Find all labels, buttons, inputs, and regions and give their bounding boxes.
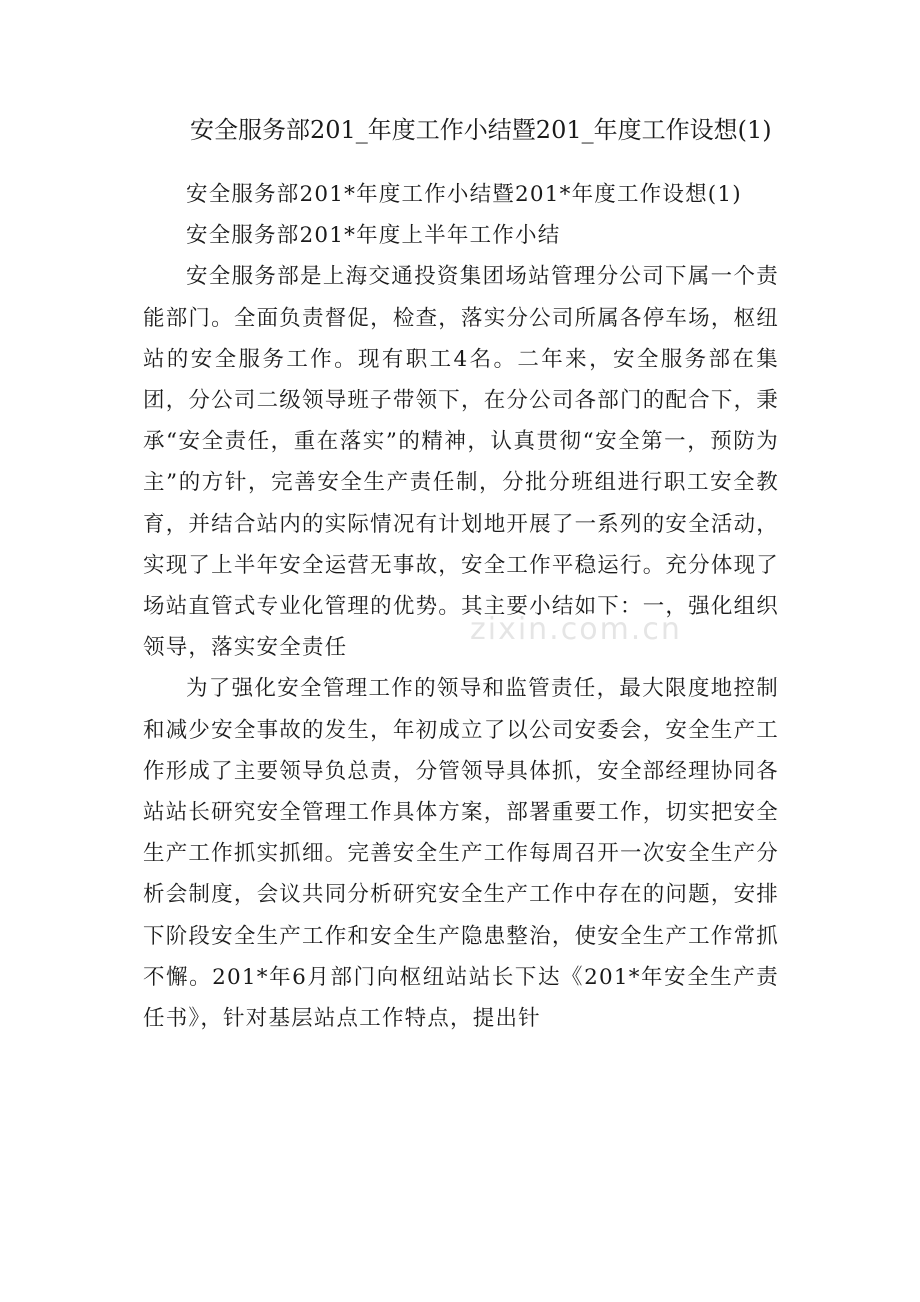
- document-title: 安全服务部201_年度工作小结暨201_年度工作设想(1): [190, 116, 772, 144]
- document-body: [143, 174, 779, 1039]
- paragraph-leadership: 为了强化安全管理工作的领导和监管责任，最大限度地控制和减少安全事故的发生，年初成立了以公司安委会，安全生产工作形成了主要领导负总责，分管领导具体抓，安全部经理协同各站站长研究安全管理工作具体方案，部署重要工作，切实把安全生产工作抓实抓细。完善安全生产工作每周召开一次安全生产分析会制度，会议共同分析研究安全生产工作中存在的问题，安排下阶段安全生产工作和安全生产隐患整治，使安全生产工作常抓不懈。201*年6月部门向枢纽站站长下达《201*年安全生产责任书》，针对基层站点工作特点，提出针: [143, 676, 779, 1032]
- paragraph-subtitle: 安全服务部201*年度工作小结暨201*年度工作设想(1): [186, 182, 742, 207]
- watermark: zixin.com.cn: [470, 612, 682, 647]
- paragraph-intro: 安全服务部是上海交通投资集团场站管理分公司下属一个责能部门。全面负责督促，检查，落实分公司所属各停车场，枢纽站的安全服务工作。现有职工4名。二年来，安全服务部在集团，分公司二级领导班子带领下，在分公司各部门的配合下，秉承“安全责任，重在落实”的精神，认真贯彻“安全第一，预防为主”的方针，完善安全生产责任制，分批分班组进行职工安全教育，并结合站内的实际情况有计划地开展了一系列的安全活动，实现了上半年安全运营无事故，安全工作平稳运行。充分体现了场站直管式专业化管理的优势。其主要小结如下：一，强化组织领导，落实安全责任: [143, 264, 779, 661]
- paragraph-section-heading: 安全服务部201*年度上半年工作小结: [186, 223, 561, 249]
